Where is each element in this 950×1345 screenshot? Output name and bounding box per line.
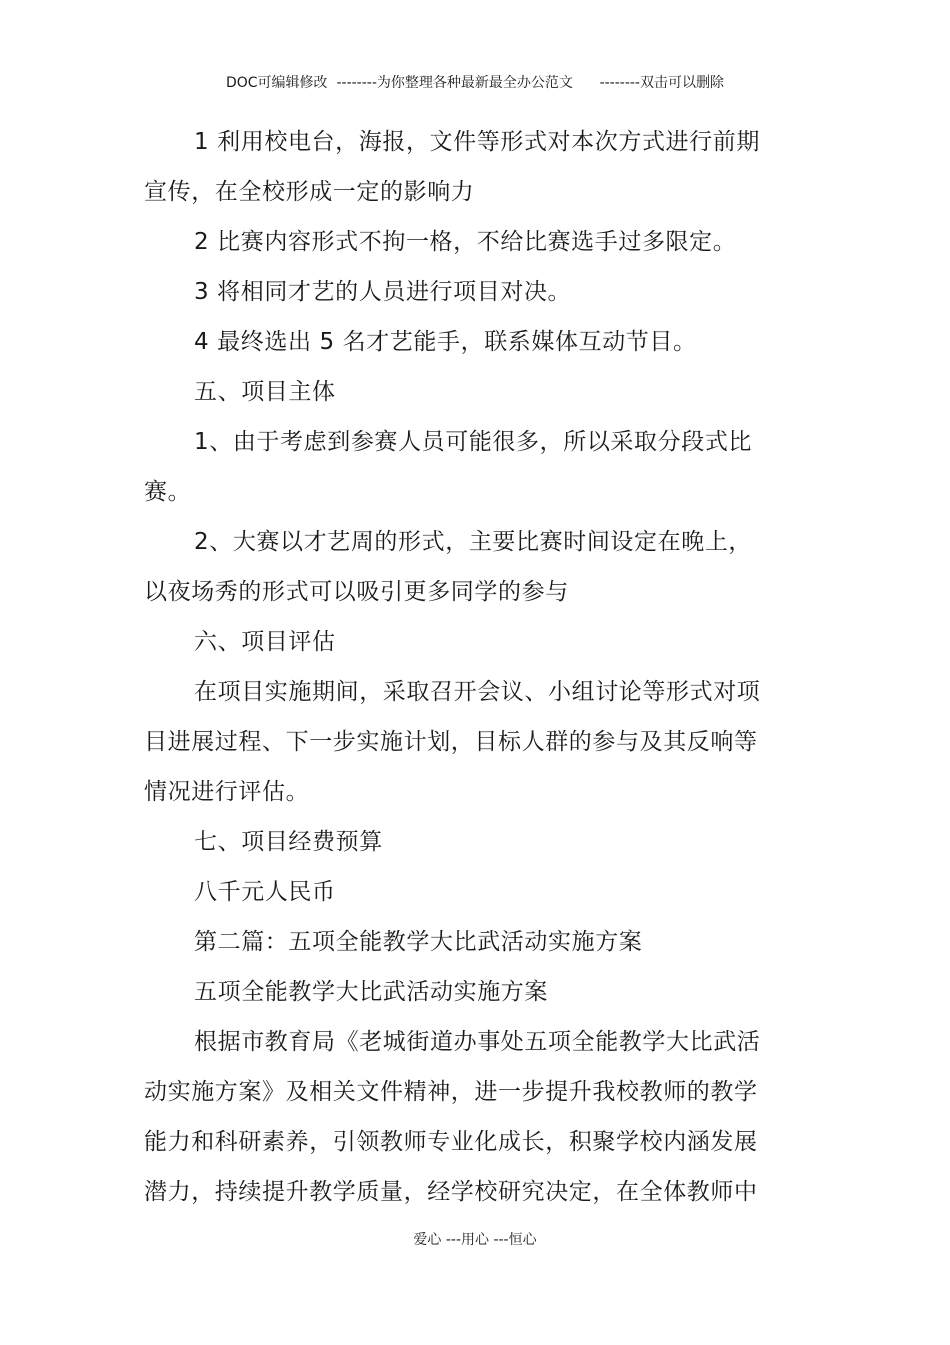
document-footer: 爱心 ---用心 ---恒心 xyxy=(413,1232,537,1248)
body-line: 能力和科研素养，引领教师专业化成长，积聚学校内涵发展 xyxy=(144,1129,758,1155)
body-line: 赛。 xyxy=(144,479,192,505)
body-line: 情况进行评估。 xyxy=(144,779,310,805)
document-title: 五项全能教学大比武活动实施方案 xyxy=(194,979,548,1005)
body-line: 2、大赛以才艺周的形式，主要比赛时间设定在晚上， xyxy=(194,529,753,555)
body-line: 目进展过程、下一步实施计划，目标人群的参与及其反响等 xyxy=(144,729,758,755)
section-heading: 五、项目主体 xyxy=(194,379,336,405)
body-line: 根据市教育局《老城街道办事处五项全能教学大比武活 xyxy=(194,1029,761,1055)
body-line: 潜力，持续提升教学质量，经学校研究决定，在全体教师中 xyxy=(144,1179,758,1205)
body-line: 宣传，在全校形成一定的影响力 xyxy=(144,179,475,205)
body-line: 4 最终选出 5 名才艺能手，联系媒体互动节目。 xyxy=(194,329,697,355)
section-heading: 六、项目评估 xyxy=(194,629,336,655)
body-line: 3 将相同才艺的人员进行项目对决。 xyxy=(194,279,572,305)
body-line: 1 利用校电台，海报，文件等形式对本次方式进行前期 xyxy=(194,129,760,155)
body-line: 1、由于考虑到参赛人员可能很多，所以采取分段式比 xyxy=(194,429,753,455)
chapter-title: 第二篇：五项全能教学大比武活动实施方案 xyxy=(194,929,643,955)
body-line: 以夜场秀的形式可以吸引更多同学的参与 xyxy=(144,579,569,605)
document-header: DOC可编辑修改 --------为你整理各种最新最全办公范文 --------双击可以删除 xyxy=(225,75,724,91)
body-line: 八千元人民币 xyxy=(194,879,336,905)
body-line: 在项目实施期间，采取召开会议、小组讨论等形式对项 xyxy=(194,679,761,705)
section-heading: 七、项目经费预算 xyxy=(194,829,383,855)
body-line: 动实施方案》及相关文件精神，进一步提升我校教师的教学 xyxy=(144,1079,758,1105)
body-line: 2 比赛内容形式不拘一格，不给比赛选手过多限定。 xyxy=(194,229,737,255)
